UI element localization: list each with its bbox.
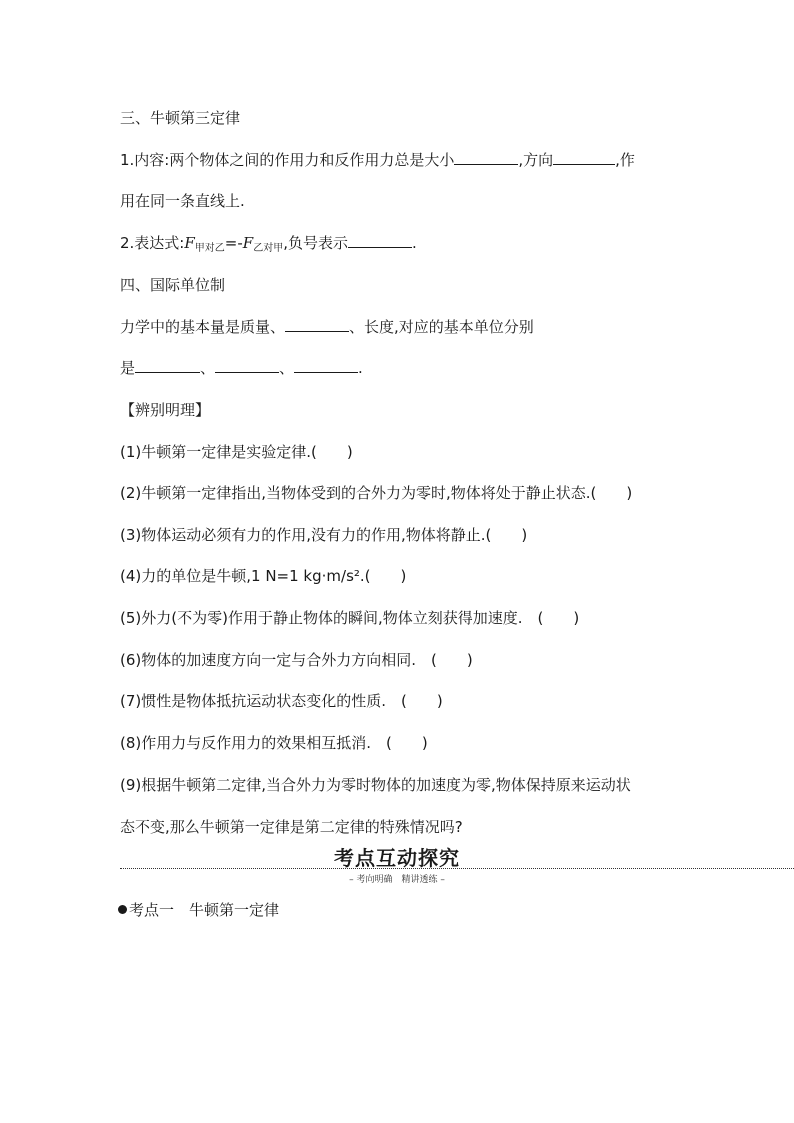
expression-line [120,233,417,256]
answer-blank-unit-3[interactable] [294,358,358,373]
content-line-2: 用在同一条直线上. [120,192,245,210]
si-line-2 [120,358,363,378]
bullet-icon [118,905,127,914]
si-text-a: 力学中的基本量是质量、 [120,318,286,336]
judgment-item-8: (8)作用力与反作用力的效果相互抵消. ( ) [120,734,428,752]
judgment-item-5: (5)外力(不为零)作用于静止物体的瞬间,物体立刻获得加速度. ( ) [120,609,580,627]
content-text-a: 1.内容:两个物体之间的作用力和反作用力总是大小 [120,151,455,169]
judgment-item-6: (6)物体的加速度方向一定与合外力方向相同. ( ) [120,651,473,669]
answer-blank-magnitude[interactable] [454,150,518,165]
heading-si-units: 四、国际单位制 [120,276,226,294]
force-subscript-2: 乙对甲 [253,243,284,254]
si-end: . [358,359,363,377]
content-text-b: ,方向 [518,151,554,169]
answer-blank-base-quantity[interactable] [285,317,349,332]
exploration-subtitle: – 考向明确 精讲透练 – [349,875,445,885]
force-symbol-2: F [242,234,254,252]
header-divider [120,868,794,869]
topic-one-label [118,900,279,920]
judgment-item-7: (7)惯性是物体抵抗运动状态变化的性质. ( ) [120,692,443,710]
exploration-title: 考点互动探究 [334,846,460,870]
si-sep-2: 、 [279,359,295,377]
judgment-item-9-line-1: (9)根据牛顿第二定律,当合外力为零时物体的加速度为零,物体保持原来运动状 [120,776,631,794]
topic-one-text: 考点一 牛顿第一定律 [129,901,280,919]
force-subscript-1: 甲对乙 [194,243,225,254]
si-text-b: 、长度,对应的基本单位分别 [349,318,534,336]
judgment-item-9-line-2: 态不变,那么牛顿第一定律是第二定律的特殊情况吗? [120,818,463,836]
judgment-item-4: (4)力的单位是牛顿,1 N=1 kg·m/s².( ) [120,567,407,585]
si-sep-1: 、 [200,359,216,377]
content-line-1 [120,150,635,170]
expression-equals: =- [224,234,243,252]
expression-prefix: 2.表达式: [120,234,185,252]
heading-newton-third-law: 三、牛顿第三定律 [120,109,241,127]
answer-blank-direction[interactable] [553,150,615,165]
judgment-item-2: (2)牛顿第一定律指出,当物体受到的合外力为零时,物体将处于静止状态.( ) [120,484,633,502]
expression-suffix: ,负号表示 [283,234,348,252]
answer-blank-unit-2[interactable] [215,358,279,373]
expression-end: . [411,234,417,252]
answer-blank-unit-1[interactable] [135,358,200,373]
answer-blank-sign-meaning[interactable] [348,233,412,248]
judgment-item-1: (1)牛顿第一定律是实验定律.( ) [120,443,353,461]
heading-discrimination: 【辨别明理】 [120,401,211,419]
judgment-item-3: (3)物体运动必须有力的作用,没有力的作用,物体将静止.( ) [120,526,528,544]
content-text-c: ,作 [615,151,635,169]
si-line-1 [120,317,534,337]
exploration-section-header [120,840,794,890]
force-symbol-1: F [184,234,195,252]
si-text-c: 是 [120,359,136,377]
